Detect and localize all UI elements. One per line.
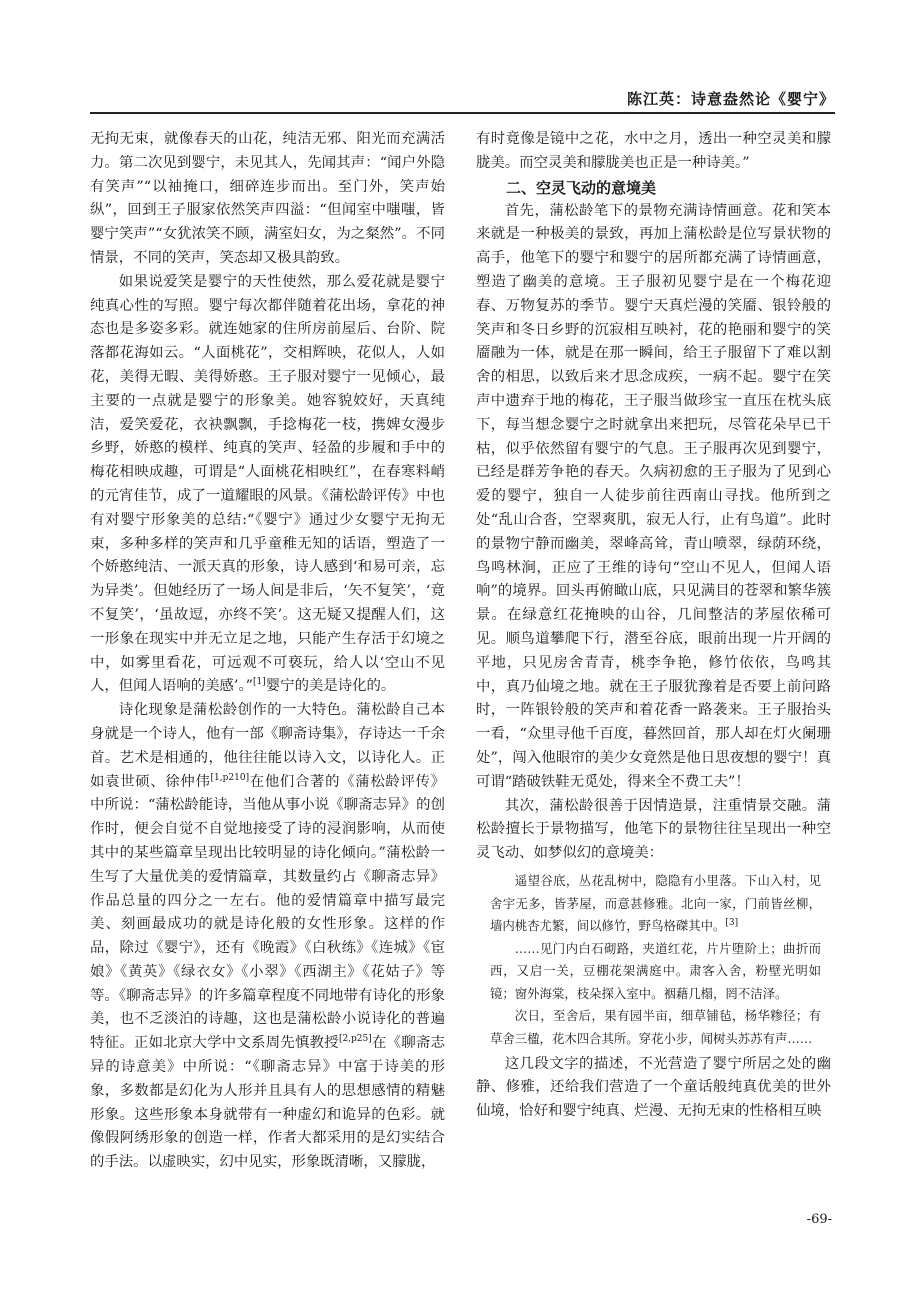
paragraph-text: 在他们合著的《蒲松龄评传》中所说：“蒲松龄能诗，当他从事小说《聊斋志异》的创作时，便会自觉不自觉地接受了诗的浸润影响，从而使其中的某些篇章呈现出比较明显的诗化倾向。”蒲松龄一生写了大量优美的爱情篇章，其数量约占《聊斋志异》作品总量的四分之一左右。他的爱情篇章中描写最完美、刻画最成功的就是诗化般的女性形象。这样的作品，除过《婴宁》，还有《晚霞》《白秋练》《连城》《宦娘》《黄英》《绿衣女》《小翠》《西湖主》《花姑子》等等。《聊斋志异》的许多篇章程度不同地带有诗化的形象美，也不乏淡泊的诗趣，这也是蒲松龄小说诗化的普遍特征。正如北京大学中文系周先慎教授 [90, 773, 445, 1052]
left-column [90, 128, 445, 1175]
paragraph-text: 婴宁的美是诗化的。 [265, 678, 396, 695]
citation: [1,p210] [210, 772, 250, 783]
paragraph [90, 699, 445, 1175]
paragraph-text: 在《聊斋志异的诗意美》中所说：“《聊斋志异》中富于诗美的形象，多数都是幻化为人形并且具有人的思想感情的精魅形象。这些形象本身就带有一种虚幻和诡异的色彩。就像假阿绣形象的创造一样，作者大都采用的是幻实结合的手法。以虚映实，幻中见实，形象既清晰，又朦胧， [90, 1035, 445, 1171]
paragraph: 无拘无束，就像春天的山花，纯洁无邪、阳光而充满活力。第二次见到婴宁，未见其人，先闻其声：“闻户外隐有笑声”“以袖掩口，细碎连步而出。至门外，笑声始纵”，回到王子服家依然笑声四溢：“但闻室中嗤嗤，皆婴宁笑声”“女犹浓笑不顾，满室妇女，为之粲然”。不同情景，不同的笑声，笑态却又极具韵致。 [90, 131, 445, 266]
paragraph: 有时竟像是镜中之花，水中之月，透出一种空灵美和朦胧美。而空灵美和朦胧美也正是一种诗美。” [476, 131, 831, 171]
citation: [1] [253, 677, 266, 688]
paragraph: 这几段文字的描述，不光营造了婴宁所居之处的幽静、修雅，还给我们营造了一个童话般纯真优美的世外仙境，恰好和婴宁纯真、烂漫、无拘无束的性格相互映 [476, 1055, 831, 1120]
quote-paragraph [490, 870, 821, 938]
paragraph-text: 如果说爱笑是婴宁的天性使然，那么爱花就是婴宁纯真心性的写照。婴宁每次都伴随着花出场，拿花的神态也是多姿多彩。就连她家的住所房前屋后、台阶、院落都花海如云。“人面桃花”，交相辉映，花似人，人如花，美得无暇、美得娇憨。王子服对婴宁一见倾心，最主要的一点就是婴宁的形象美。她容貌姣好，天真纯洁，爱笑爱花，衣袂飘飘，手捻梅花一枝，携婢女漫步乡野，娇憨的模样、纯真的笑声、轻盈的步履和手中的梅花相映成趣，可谓是“人面桃花相映红”，在春寒料峭的元宵佳节，成了一道耀眼的风景。《蒲松龄评传》中也有对婴宁形象美的总结:“《婴宁》通过少女婴宁无拘无束，多种多样的笑声和几乎童稚无知的话语，塑造了一个娇憨纯洁、一派天真的形象，诗人感到‘和易可亲，忘为异类’。但她经历了一场人间是非后，‘矢不复笑’，‘竟不复笑’，‘虽故逗，亦终不笑’。这无疑又提醒人们，这一形象在现实中并无立足之地，只能产生存活于幻境之中，如雾里看花，可远观不可亵玩，给人以‘空山不见人，但闻人语响的美感’。” [90, 273, 445, 695]
paragraph [90, 271, 445, 699]
citation: [2,p25] [338, 1034, 372, 1045]
paragraph-text: 诗化现象是蒲松龄创作的一大特色。蒲松龄自己本身就是一个诗人，他有一部《聊斋诗集》，存诗达一千余首。艺术是相通的，他往往能以诗入文，以诗化人。正如袁世硕、徐仲伟 [90, 702, 445, 790]
right-column [476, 128, 831, 1124]
block-quote [476, 866, 831, 1053]
quote-paragraph: ……见门内白石砌路，夹道红花，片片堕阶上；曲折而西，又启一关，豆棚花架满庭中。肃客入舍，粉壁光明如镜；窗外海棠，枝朵探入室中。裀藉几榻，罔不洁泽。 [490, 940, 821, 1001]
quote-text: 遥望谷底，丛花乱树中，隐隐有小里落。下山入村，见舍宇无多，皆茅屋，而意甚修雅。北向一家，门前皆丝柳，墙内桃杏尤繁，间以修竹，野鸟格磔其中。 [490, 872, 821, 934]
paragraph: 其次，蒲松龄很善于因情造景，注重情景交融。蒲松龄擅长于景物描写，他笔下的景物往往呈现出一种空灵飞动、如梦似幻的意境美： [476, 797, 831, 862]
running-header [90, 88, 835, 114]
paragraph: 首先，蒲松龄笔下的景物充满诗情画意。花和笑本来就是一种极美的景致，再加上蒲松龄是位写景状物的高手，他笔下的婴宁和婴宁的居所都充满了诗情画意，塑造了幽美的意境。王子服初见婴宁是在一个梅花迎春、万物复苏的季节。婴宁天真烂漫的笑靥、银铃般的笑声和冬日乡野的沉寂相互映衬，花的艳丽和婴宁的笑靥融为一体，就是在那一瞬间，给王子服留下了难以割舍的相思，以致后来才思念成疾，一病不起。婴宁在笑声中遗弃于地的梅花，王子服当做珍宝一直压在枕头底下，每当想念婴宁之时就拿出来把玩，尽管花朵早已干枯，似乎依然留有婴宁的气息。王子服再次见到婴宁，已经是群芳争艳的春天。久病初愈的王子服为了见到心爱的婴宁，独自一人徒步前往西南山寻找。他所到之处“乱山合沓，空翠爽肌，寂无人行，止有鸟道”。此时的景物宁静而幽美，翠峰高耸，青山喷翠，绿荫环绕，鸟鸣林涧，正应了王维的诗句“空山不见人，但闻人语响”的境界。回头再俯瞰山底，只见满目的苍翠和繁华簇景。在绿意红花掩映的山谷，几间整洁的茅屋依稀可见。顺鸟道攀爬下行，潜至谷底，眼前出现一片开阔的平地，只见房舍青青，桃李争艳，修竹依依，鸟鸣其中，真乃仙境之地。就在王子服犹豫着是否要上前问路时，一阵银铃般的笑声和着花香一路袭来。王子服抬头一看，“众里寻他千百度，暮然回首，那人却在灯火阑珊处”，闯入他眼帘的美少女竟然是他日思夜想的婴宁！真可谓“踏破铁鞋无觅处，得来全不费工夫”！ [476, 202, 831, 790]
page-number: -69- [806, 1212, 832, 1227]
quote-paragraph: 次日，至舍后，果有园半亩，细草铺毡，杨华糁径；有草舍三楹，花木四合其所。穿花小步，闻树头苏苏有声…… [490, 1008, 821, 1047]
section-heading: 二、空灵飞动的意境美 [506, 178, 657, 197]
citation: [3] [725, 917, 739, 928]
running-header-title: 陈江英：诗意盎然论《婴宁》 [626, 90, 835, 108]
